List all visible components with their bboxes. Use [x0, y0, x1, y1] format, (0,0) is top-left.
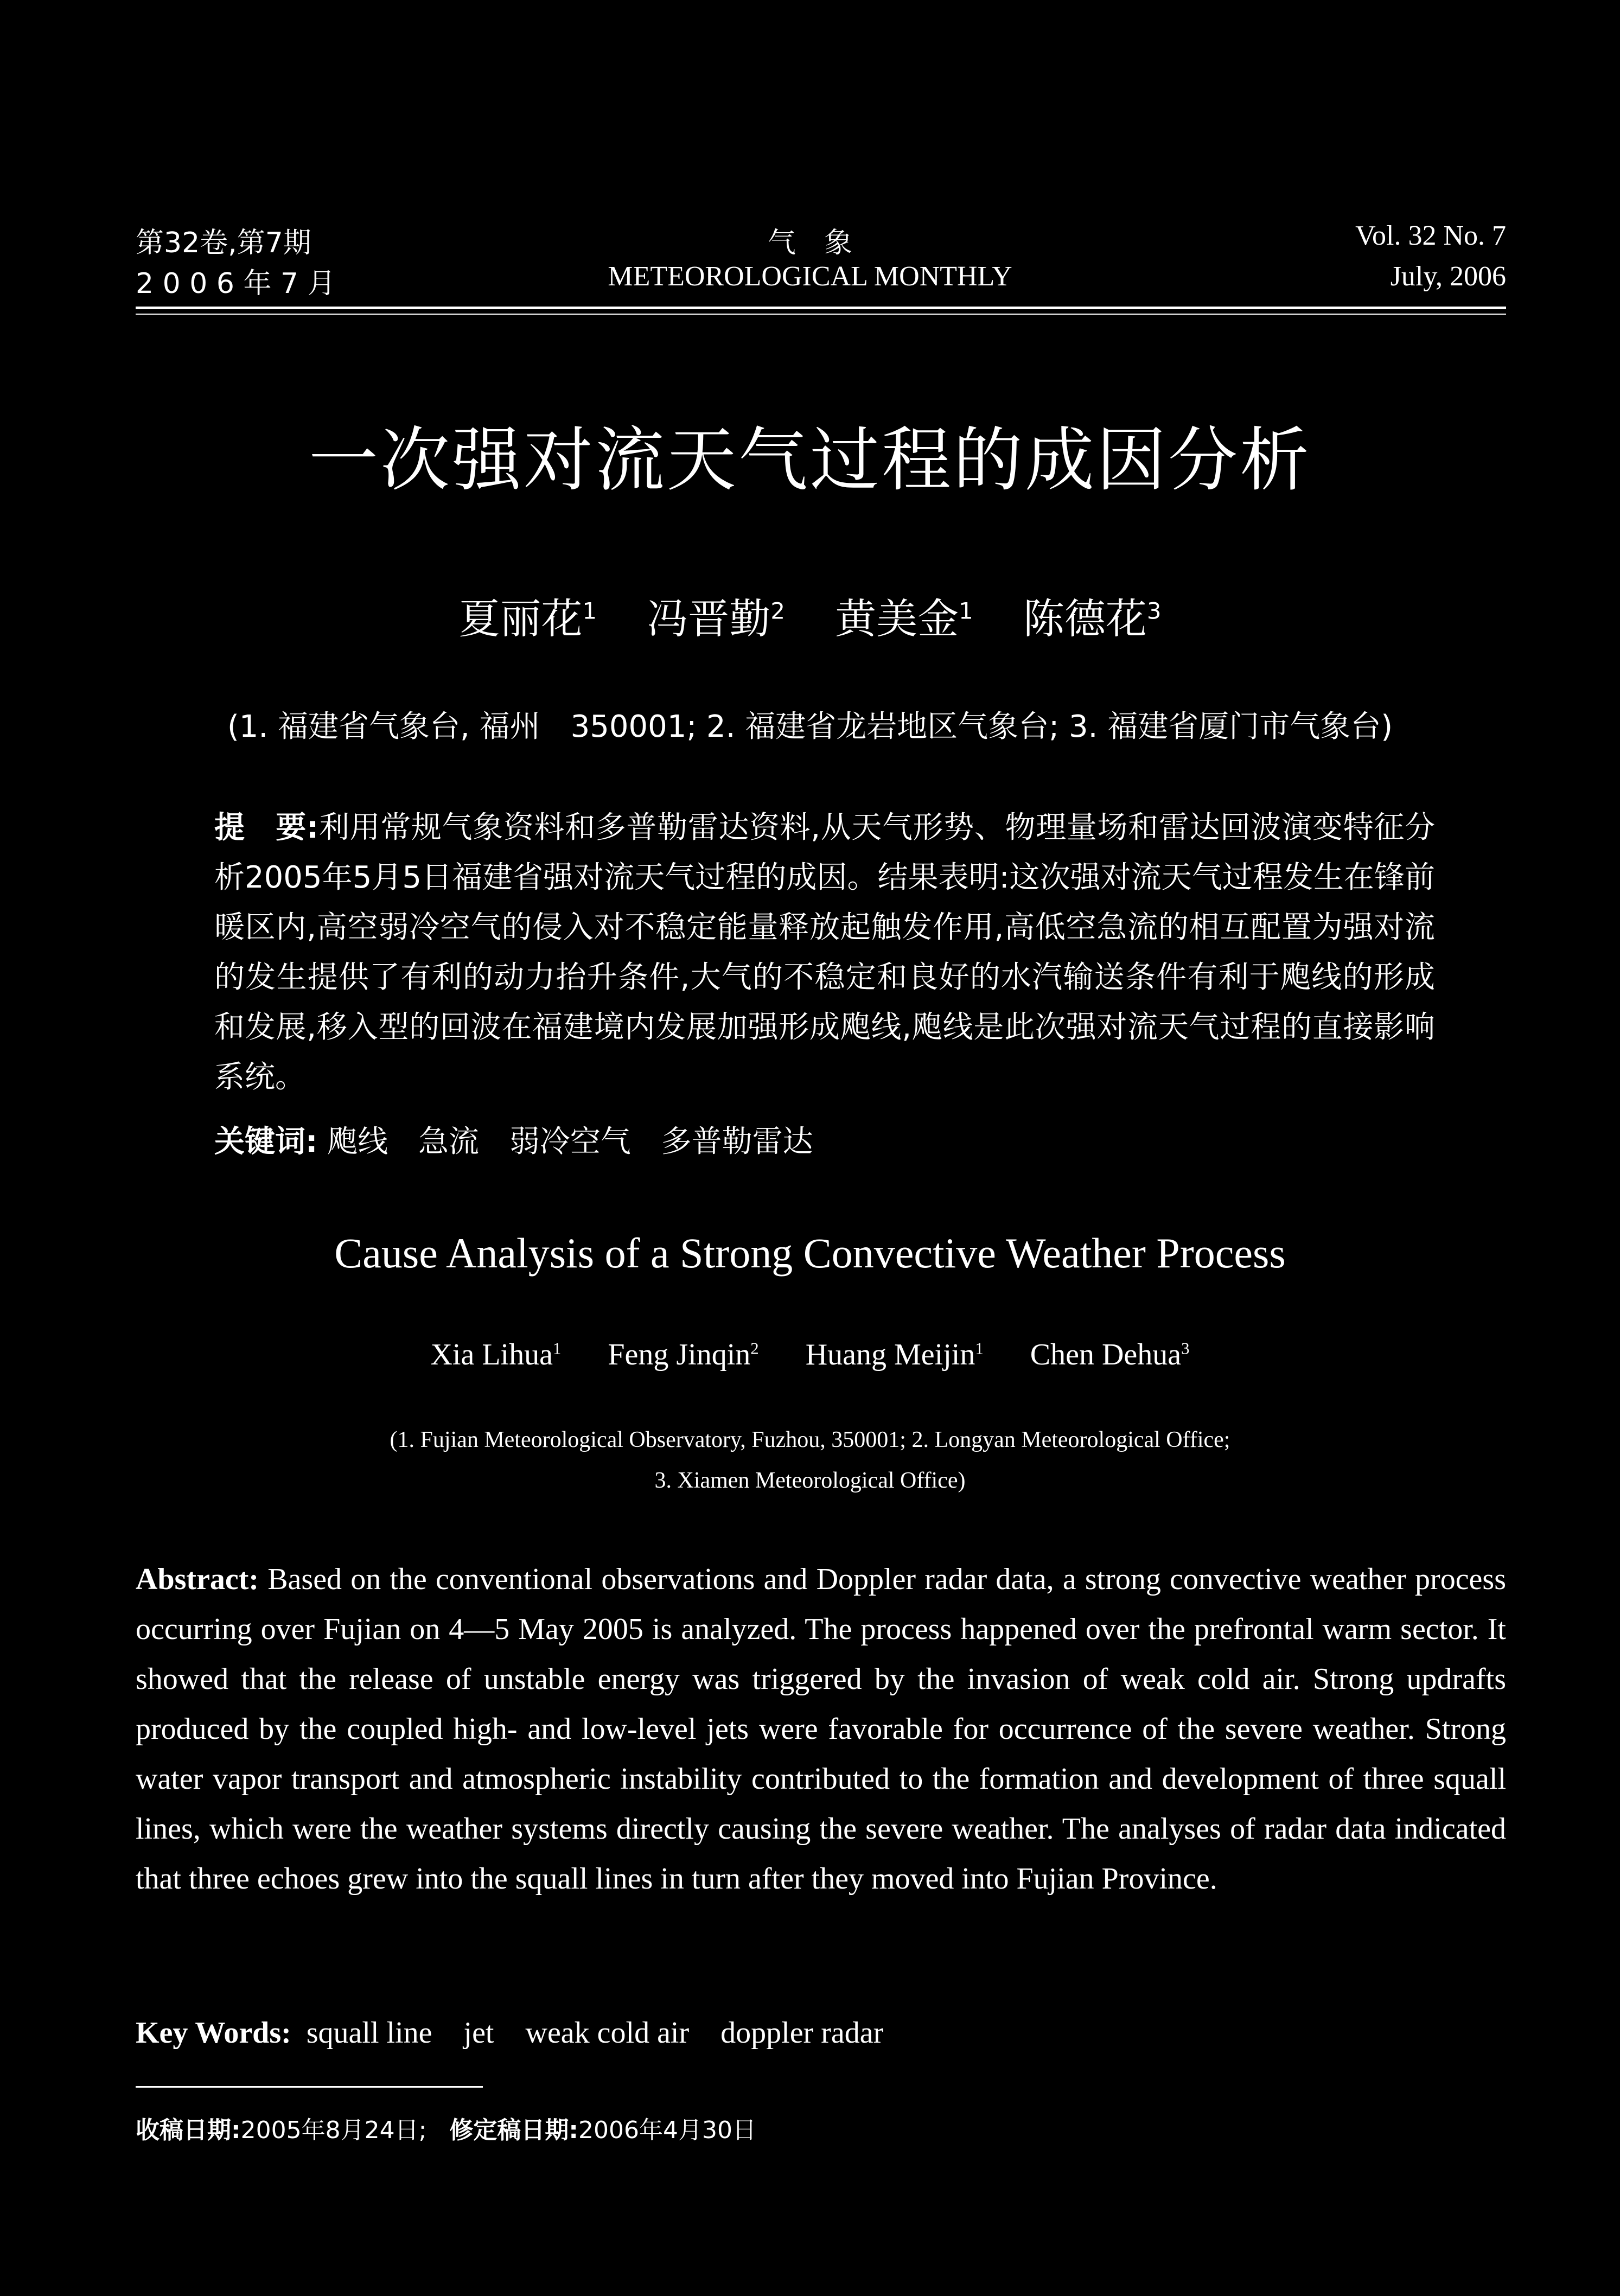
keyword-cn: 急流	[418, 1124, 480, 1159]
author-cn: 黄美金$^1$	[835, 595, 973, 643]
keywords-cn	[214, 1118, 834, 1161]
author-cn: 冯晋勤$^2$	[647, 595, 785, 643]
keyword-en: weak cold air	[525, 2016, 690, 2050]
author-en: Huang Meijin$^1$	[805, 1338, 984, 1372]
header-journal-name-en: METEOROLOGICAL MONTHLY	[608, 261, 1012, 292]
revised-date: 2006年4月30日	[578, 2116, 756, 2144]
keyword-en: squall line	[306, 2016, 432, 2050]
keyword-cn: 弱冷空气	[509, 1124, 631, 1159]
keyword-cn: 飑线	[327, 1124, 388, 1159]
abstract-en-label: Abstract:	[136, 1562, 259, 1596]
header-volume-en: Vol. 32 No. 7	[1355, 220, 1506, 251]
author-en: Feng Jinqin$^2$	[608, 1338, 759, 1372]
revised-label: 修定稿日期:	[449, 2116, 578, 2144]
header-rule-thin	[136, 314, 1506, 315]
affiliations-cn: (1. 福建省气象台, 福州 350001; 2. 福建省龙岩地区气象台; 3. 福建省厦门市气象台)	[227, 709, 1393, 744]
footnote-rule	[136, 2086, 483, 2088]
keywords-cn-label: 关键词:	[214, 1124, 318, 1159]
received-date: 2005年8月24日;	[240, 2116, 427, 2144]
author-cn: 陈德花$^3$	[1023, 595, 1162, 643]
keywords-en	[136, 2016, 907, 2050]
header-date-cn: 2 0 0 6 年 7 月	[136, 267, 336, 300]
header-rule-thick	[136, 307, 1506, 309]
paper-title-en: Cause Analysis of a Strong Convective Weather Process	[334, 1229, 1286, 1277]
paper-title-cn: 一次强对流天气过程的成因分析	[308, 420, 1311, 501]
authors-cn	[0, 586, 1620, 645]
keyword-en: doppler radar	[720, 2016, 884, 2050]
abstract-cn	[214, 803, 1435, 1102]
authors-en	[0, 1337, 1620, 1372]
footnote-dates	[136, 2110, 756, 2145]
abstract-en-text: Based on the conventional observations and Doppler radar data, a strong convective weather process occurring over Fujian on 4—5 May 2005 is analyzed. The process happened over the prefrontal warm sector. It showed that the release of unstable energy was triggered by the invasion of weak cold air. Strong updrafts produced by the coupled high- and low-level jets were favorable for occurrence of the severe weather. Strong water vapor transport and atmospheric instability contributed to the formation and development of three squall lines, which were the weather systems directly causing the severe weather. The analyses of radar data indicated that three echoes grew into the squall lines in turn after they moved into Fujian Province.	[136, 1562, 1506, 1896]
abstract-cn-text: 利用常规气象资料和多普勒雷达资料,从天气形势、物理量场和雷达回波演变特征分析2005年5月5日福建省强对流天气过程的成因。结果表明:这次强对流天气过程发生在锋前暖区内,高空弱冷空气的侵入对不稳定能量释放起触发作用,高低空急流的相互配置为强对流的发生提供了有利的动力抬升条件,大气的不稳定和良好的水汽输送条件有利于飑线的形成和发展,移入型的回波在福建境内发展加强形成飑线,飑线是此次强对流天气过程的直接影响系统。	[214, 810, 1435, 1095]
author-cn: 夏丽花$^1$	[458, 595, 597, 643]
received-label: 收稿日期:	[136, 2116, 241, 2144]
abstract-cn-label: 提 要:	[214, 810, 319, 845]
author-en: Xia Lihua$^1$	[430, 1338, 562, 1372]
author-en: Chen Dehua$^3$	[1030, 1338, 1190, 1372]
keyword-cn: 多普勒雷达	[661, 1124, 813, 1159]
header-journal-name-cn: 气 象	[767, 227, 852, 259]
affiliations-en-line2: 3. Xiamen Meteorological Office)	[654, 1468, 966, 1493]
affiliations-en-line1: (1. Fujian Meteorological Observatory, Fuzhou, 350001; 2. Longyan Meteorological Office;	[390, 1427, 1230, 1452]
keyword-en: jet	[463, 2016, 494, 2050]
header-date-en: July, 2006	[1390, 261, 1506, 292]
abstract-en	[136, 1554, 1506, 1904]
header-volume-issue: 第32卷,第7期	[136, 227, 311, 259]
keywords-en-label: Key Words:	[136, 2016, 291, 2050]
